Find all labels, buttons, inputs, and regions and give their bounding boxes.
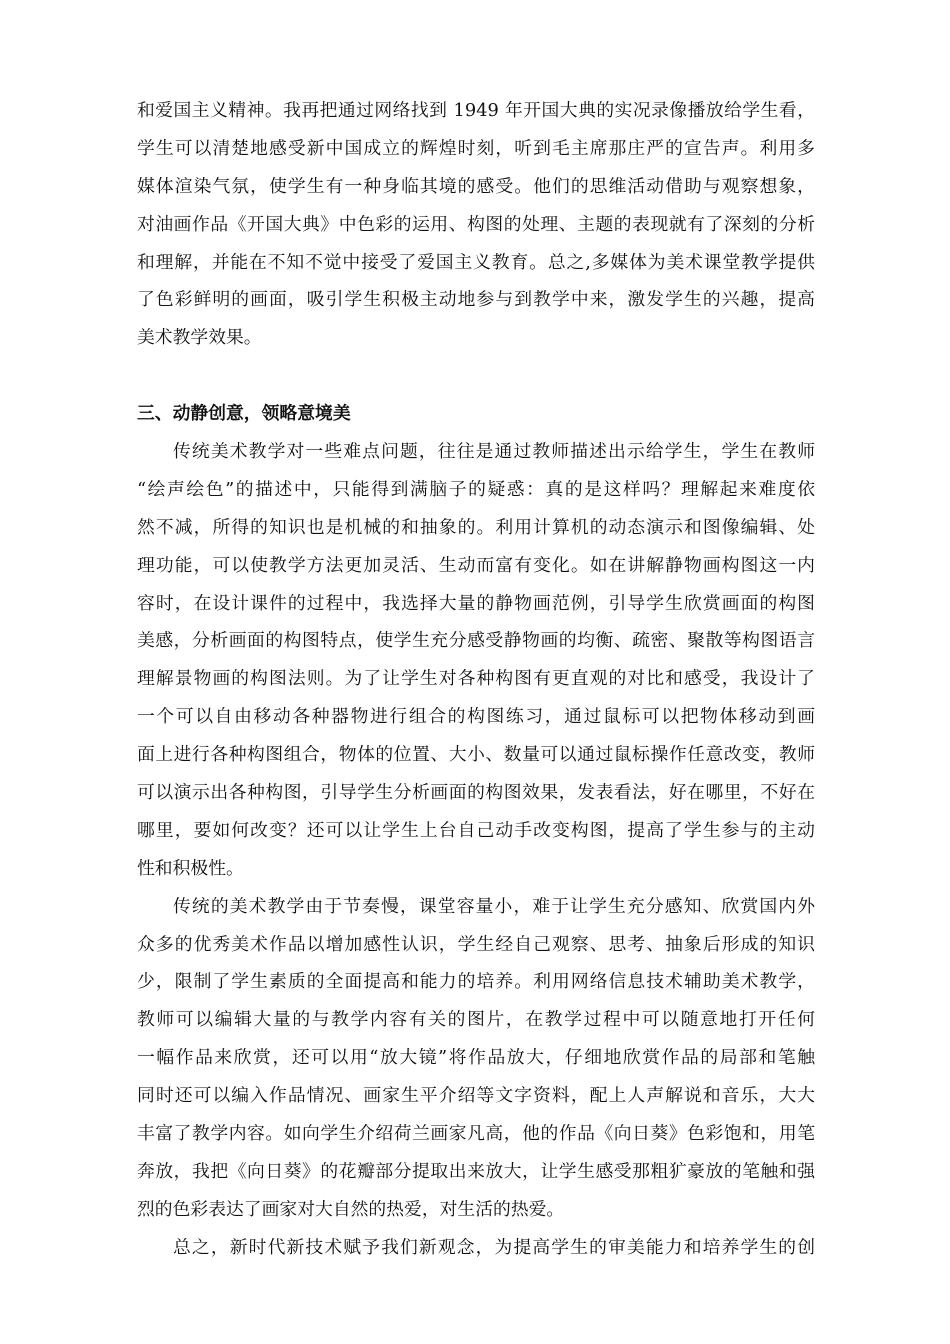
paragraph-line: 和爱国主义精神。我再把通过网络找到 1949 年开国大典的实况录像播放给学生看， (137, 100, 815, 121)
paragraph-line: 然不减，所得的知识也是机械的和抽象的。利用计算机的动态演示和图像编辑、处 (137, 516, 815, 538)
paragraph-line: 少，限制了学生素质的全面提高和能力的培养。利用网络信息技术辅助美术教学， (137, 971, 815, 993)
paragraph-line: 教师可以编辑大量的与教学内容有关的图片，在教学过程中可以随意地打开任何 (137, 1009, 815, 1031)
paragraph-line: 一个可以自由移动各种器物进行组合的构图练习，通过鼠标可以把物体移动到画 (137, 706, 815, 728)
paragraph-line: 众多的优秀美术作品以增加感性认识，学生经自己观察、思考、抽象后形成的知识 (137, 933, 815, 955)
paragraph-line: 理功能，可以使教学方法更加灵活、生动而富有变化。如在讲解静物画构图这一内 (137, 554, 815, 576)
paragraph-line: 性和积极性。 (137, 857, 244, 879)
paragraph-line: 奔放，我把《向日葵》的花瓣部分提取出来放大，让学生感受那粗犷豪放的笔触和强 (137, 1160, 815, 1182)
paragraph-line: 对油画作品《开国大典》中色彩的运用、构图的处理、主题的表现就有了深刻的分析 (137, 213, 815, 235)
paragraph-line: 烈的色彩表达了画家对大自然的热爱，对生活的热爱。 (137, 1198, 565, 1220)
paragraph-spacer (137, 357, 815, 395)
paragraph-line: 哪里，要如何改变？还可以让学生上台自己动手改变构图，提高了学生参与的主动 (137, 819, 815, 841)
paragraph-multimedia-patriotism (137, 92, 815, 357)
paragraph-line: 了色彩鲜明的画面，吸引学生积极主动地参与到教学中来，激发学生的兴趣，提高 (137, 289, 815, 311)
paragraph-conclusion (137, 1229, 815, 1267)
section-heading: 三、动静创意，领略意境美 (137, 403, 351, 425)
paragraph-line: 容时，在设计课件的过程中，我选择大量的静物画范例，引导学生欣赏画面的构图 (137, 592, 815, 614)
document-body (137, 92, 815, 1267)
paragraph-line: 同时还可以编入作品情况、画家生平介绍等文字资料，配上人声解说和音乐，大大 (137, 1085, 815, 1107)
paragraph-line: “绘声绘色”的描述中，只能得到满脑子的疑惑：真的是这样吗？理解起来难度依 (137, 478, 815, 500)
paragraph-line: 理解景物画的构图法则。为了让学生对各种构图有更直观的对比和感受，我设计了 (137, 668, 815, 690)
paragraph-line: 传统的美术教学由于节奏慢，课堂容量小，难于让学生充分感知、欣赏国内外 (173, 895, 815, 917)
paragraph-line: 学生可以清楚地感受新中国成立的辉煌时刻，听到毛主席那庄严的宣告声。利用多 (137, 137, 815, 159)
paragraph-line: 美术教学效果。 (137, 327, 262, 349)
paragraph-line: 一幅作品来欣赏，还可以用“放大镜”将作品放大，仔细地欣赏作品的局部和笔触 (137, 1047, 815, 1069)
paragraph-network-art-teaching (137, 888, 815, 1229)
paragraph-line: 面上进行各种构图组合，物体的位置、大小、数量可以通过鼠标操作任意改变，教师 (137, 744, 815, 766)
paragraph-line: 总之，新时代新技术赋予我们新观念，为提高学生的审美能力和培养学生的创 (173, 1236, 815, 1258)
paragraph-line: 媒体渲染气氛，使学生有一种身临其境的感受。他们的思维活动借助与观察想象， (137, 175, 815, 197)
paragraph-line: 丰富了教学内容。如向学生介绍荷兰画家凡高，他的作品《向日葵》色彩饱和，用笔 (137, 1123, 815, 1145)
paragraph-line: 可以演示出各种构图，引导学生分析画面的构图效果，发表看法，好在哪里，不好在 (137, 782, 815, 804)
paragraph-composition-teaching (137, 433, 815, 888)
paragraph-line: 传统美术教学对一些难点问题，往往是通过教师描述出示给学生，学生在教师 (173, 441, 815, 463)
paragraph-line: 美感，分析画面的构图特点，使学生充分感受静物画的均衡、疏密、聚散等构图语言 (137, 630, 815, 652)
paragraph-line: 和理解，并能在不知不觉中接受了爱国主义教育。总之,多媒体为美术课堂教学提供 (137, 251, 815, 273)
